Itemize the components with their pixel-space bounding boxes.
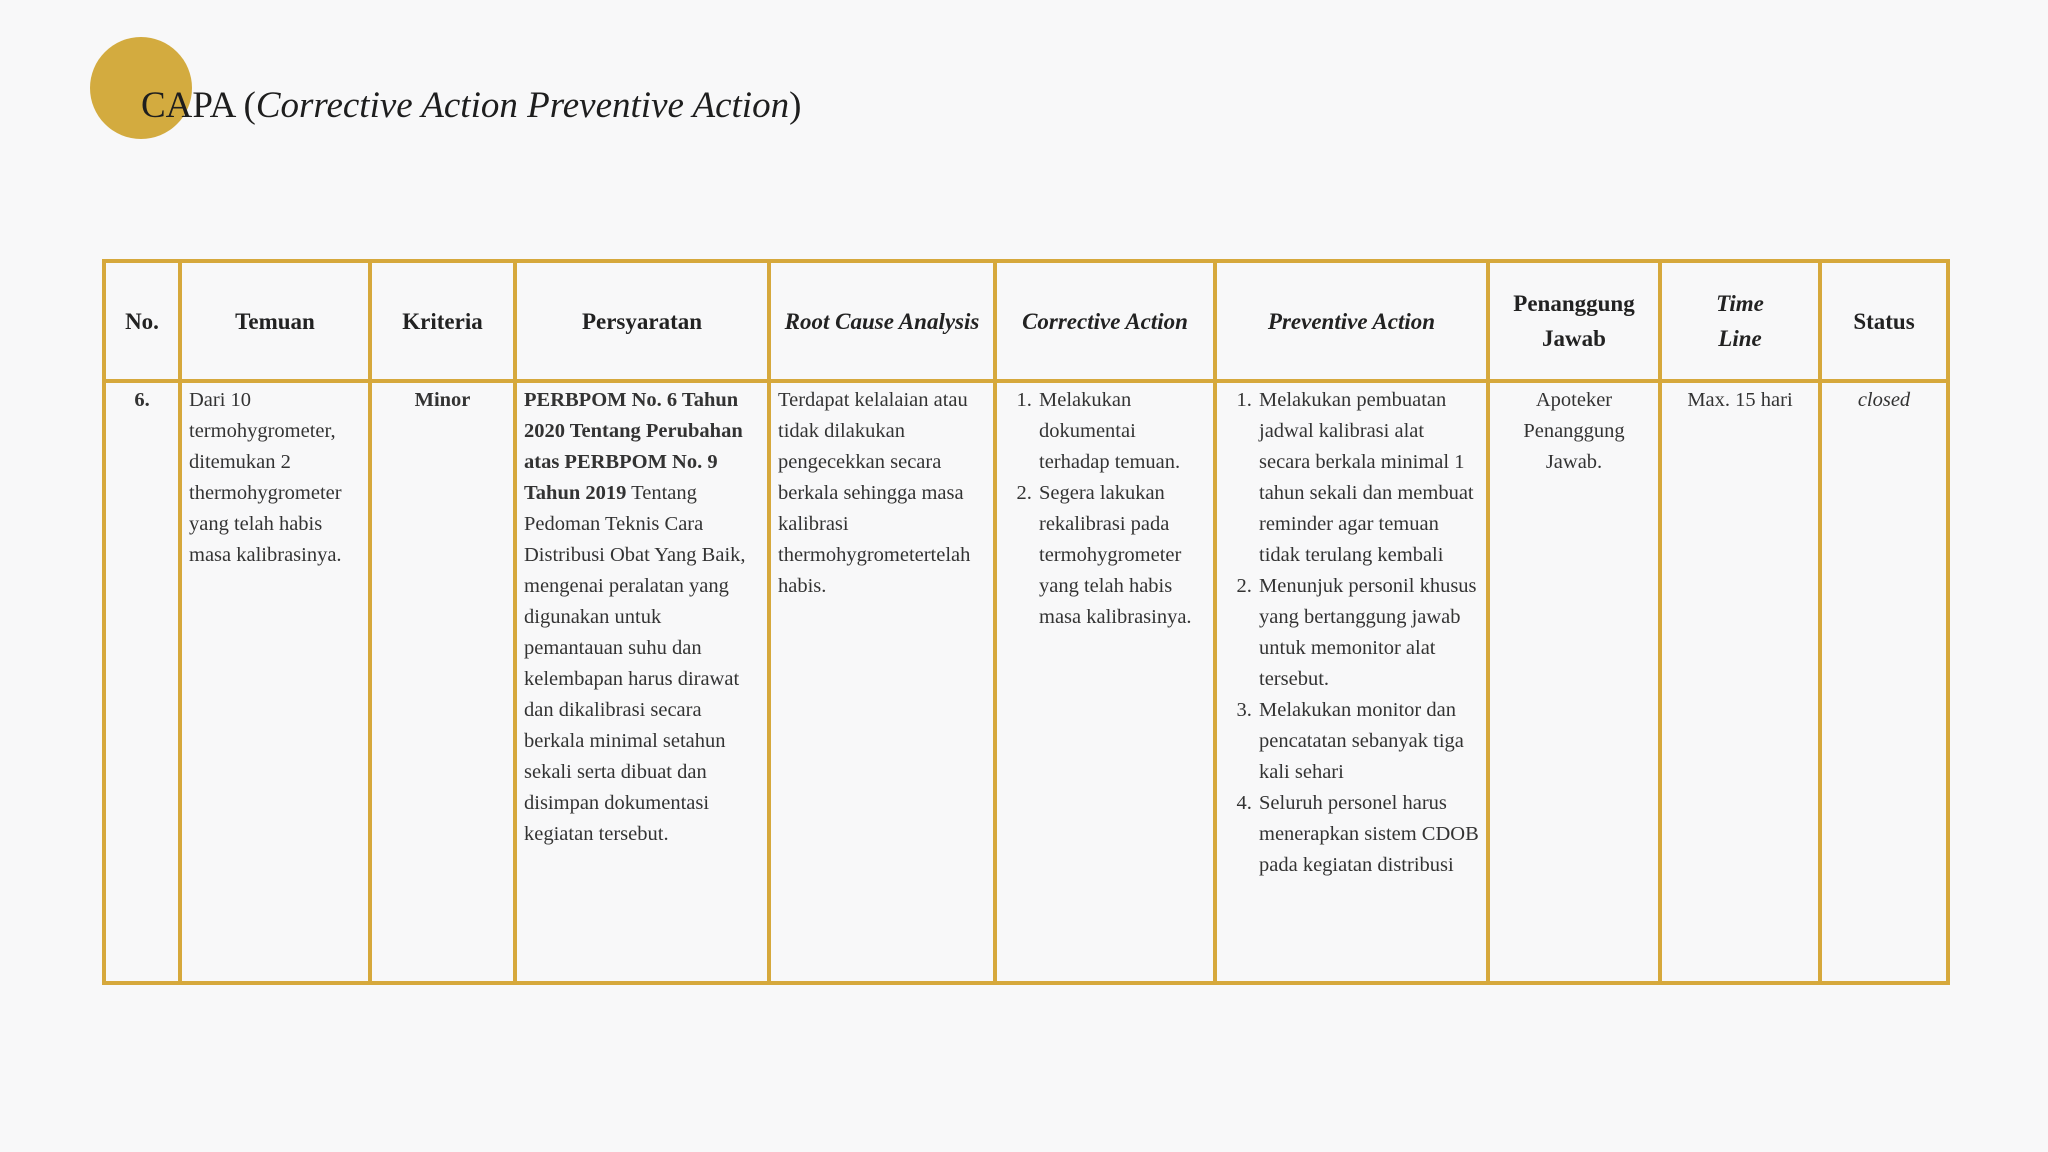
- header-root-cause: [769, 261, 995, 381]
- title-italic: Corrective Action Preventive Action: [255, 85, 790, 126]
- corrective-item: 1. Melakukan dokumentai terhadap temuan.: [1037, 385, 1206, 478]
- cell-persyaratan: [515, 381, 769, 983]
- header-no: No.: [104, 261, 180, 381]
- capa-table: [102, 259, 1950, 985]
- header-persyaratan: Persyaratan: [515, 261, 769, 381]
- header-timeline-line1: Time: [1716, 291, 1764, 316]
- header-kriteria: Kriteria: [370, 261, 515, 381]
- preventive-item: 3. Melakukan monitor dan pencatatan sebanyak tiga kali sehari: [1257, 695, 1479, 788]
- header-penanggung-line1: Penanggung: [1513, 291, 1635, 316]
- persyaratan-description: Tentang Pedoman Teknis Cara Distribusi Obat Yang Baik, mengenai peralatan yang digunakan untuk pemantauan suhu dan kelembapan harus dirawat dan dikalibrasi secara berkala minimal setahun sekali serta dibuat dan disimpan dokumentasi kegiatan tersebut.: [524, 482, 746, 845]
- header-preventive-label: Preventive Action: [1267, 308, 1436, 334]
- header-root-cause-label: Root Cause Analysis: [784, 308, 980, 334]
- title-suffix: ): [789, 85, 802, 126]
- preventive-item: 1. Melakukan pembuatan jadwal kalibrasi alat secara berkala minimal 1 tahun sekali dan membuat reminder agar temuan tidak terulang kembali: [1257, 385, 1479, 571]
- cell-timeline: Max. 15 hari: [1660, 381, 1820, 983]
- header-corrective: [995, 261, 1215, 381]
- preventive-list: [1224, 385, 1479, 881]
- cell-kriteria: Minor: [370, 381, 515, 983]
- persyaratan-regulation: PERBPOM No. 6 Tahun 2020 Tentang Perubahan atas PERBPOM No. 9 Tahun 2019: [524, 389, 743, 504]
- corrective-item: 2. Segera lakukan rekalibrasi pada termohygrometer yang telah habis masa kalibrasinya.: [1037, 478, 1206, 633]
- table-row: [104, 381, 1948, 983]
- cell-temuan: Dari 10 termohygrometer, ditemukan 2 thermohygrometer yang telah habis masa kalibrasinya.: [180, 381, 370, 983]
- header-temuan: Temuan: [180, 261, 370, 381]
- header-status: Status: [1820, 261, 1948, 381]
- cell-root-cause: Terdapat kelalaian atau tidak dilakukan pengecekkan secara berkala sehingga masa kalibrasi thermohygrometertelah habis.: [769, 381, 995, 983]
- title-prefix: CAPA (: [141, 85, 256, 126]
- header-penanggung-line2: Jawab: [1542, 326, 1606, 351]
- corrective-list: [1004, 385, 1206, 633]
- page-title: [141, 84, 801, 127]
- header-preventive: [1215, 261, 1488, 381]
- header-timeline-line2: Line: [1718, 326, 1762, 351]
- cell-no: 6.: [104, 381, 180, 983]
- header-corrective-label: Corrective Action: [1022, 308, 1188, 334]
- cell-corrective: [995, 381, 1215, 983]
- table-header-row: [104, 261, 1948, 381]
- cell-status: closed: [1820, 381, 1948, 983]
- preventive-item: 2. Menunjuk personil khusus yang bertanggung jawab untuk memonitor alat tersebut.: [1257, 571, 1479, 695]
- preventive-item: 4. Seluruh personel harus menerapkan sistem CDOB pada kegiatan distribusi: [1257, 788, 1479, 881]
- header-timeline: [1660, 261, 1820, 381]
- header-penanggung-jawab: [1488, 261, 1660, 381]
- cell-preventive: [1215, 381, 1488, 983]
- cell-penanggung-jawab: Apoteker Penanggung Jawab.: [1488, 381, 1660, 983]
